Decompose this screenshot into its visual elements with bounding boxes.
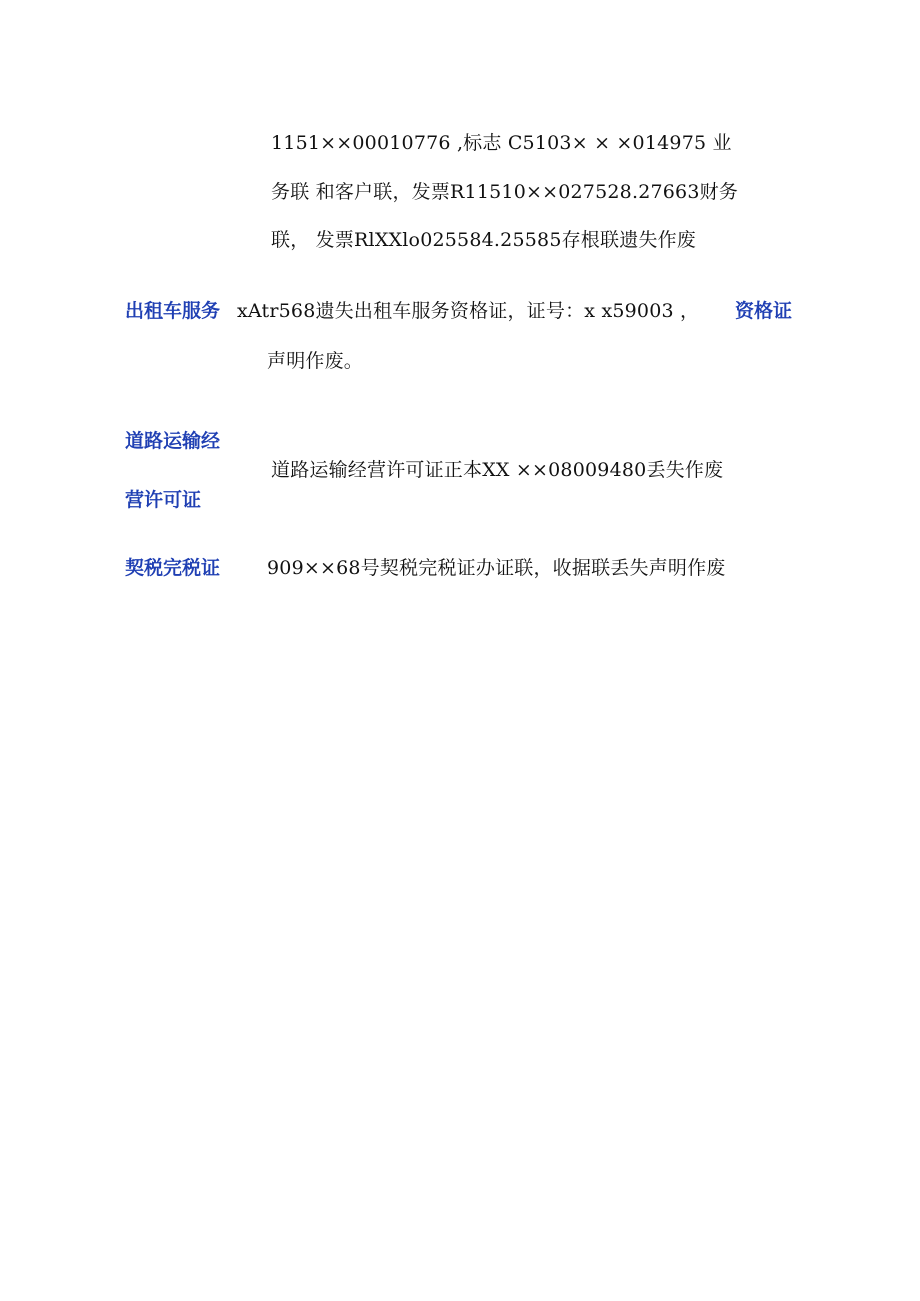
label-road-transport-2: 营许可证 <box>125 489 202 511</box>
label-deed-tax: 契税完税证 <box>125 557 221 579</box>
label-taxi-service: 出租车服务 <box>125 300 221 322</box>
entry1-line1: 1151××00010776 ,标志 C5103× × ×014975 业 <box>271 132 732 154</box>
entry3-line1: 道路运输经营许可证正本XX ××08009480丢失作废 <box>271 459 724 481</box>
entry2-line2: 声明作废。 <box>267 350 364 372</box>
label-road-transport-1: 道路运输经 <box>125 430 221 452</box>
label-qualification-cert: 资格证 <box>735 300 793 322</box>
entry4-line1: 909××68号契税完税证办证联，收据联丢失声明作废 <box>267 557 726 579</box>
entry1-line2: 务联 和客户联，发票R11510××027528.27663财务 <box>271 181 739 203</box>
entry2-line1: xAtr568遗失出租车服务资格证，证号：x x59003 ， <box>237 300 700 322</box>
entry1-line3: 联， 发票RlXXlo025584.25585存根联遗失作废 <box>271 229 697 251</box>
